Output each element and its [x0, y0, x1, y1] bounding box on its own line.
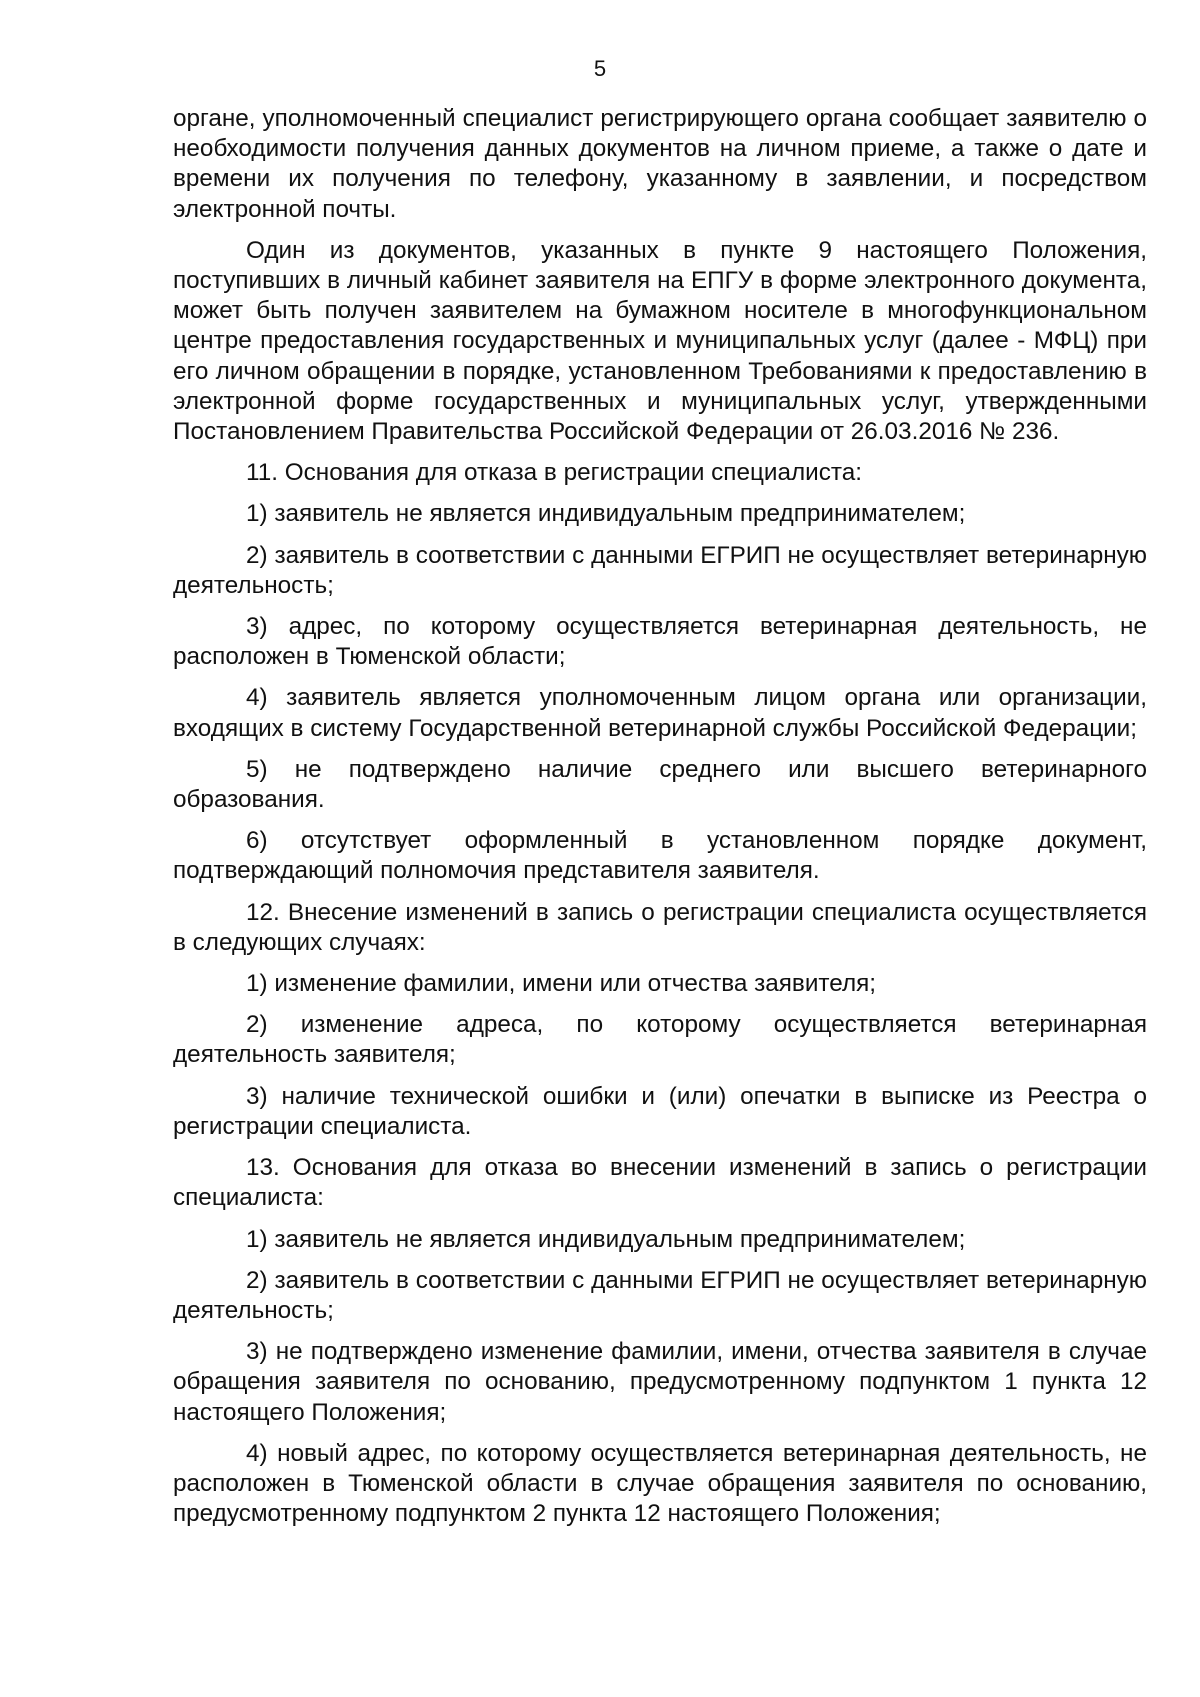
section-11-item-2: 2) заявитель в соответствии с данными ЕГРИП не осуществляет ветеринарную деятельность; — [173, 541, 1147, 599]
page-number: 5 — [593, 56, 607, 81]
document-body — [173, 104, 1147, 1540]
section-12-item-1: 1) изменение фамилии, имени или отчества заявителя; — [246, 970, 877, 998]
section-12-heading: 12. Внесение изменений в запись о регистрации специалиста осуществляется в следующих случаях: — [173, 898, 1147, 956]
section-11-item-1: 1) заявитель не является индивидуальным предпринимателем; — [246, 500, 966, 528]
section-11-heading: 11. Основания для отказа в регистрации специалиста: — [246, 459, 862, 487]
section-12-item-2: 2) изменение адреса, по которому осуществляется ветеринарная деятельность заявителя; — [173, 1011, 1147, 1069]
paragraph-epgu-documents: Один из документов, указанных в пункте 9 настоящего Положения, поступивших в личный кабинет заявителя на ЕПГУ в форме электронного документа, может быть получен заявителем на бумажном носителе в многофункциональном центре предоставления государственных и муниципальных услуг (далее - МФЦ) при его личном обращении в порядке, установленном Требованиями к предоставлению в электронной форме государственных и муниципальных услуг, утвержденными Постановлением Правительства Российской Федерации от 26.03.2016 № 236. — [173, 236, 1147, 446]
section-11-item-5: 5) не подтверждено наличие среднего или высшего ветеринарного образования. — [173, 755, 1147, 814]
section-13-item-4: 4) новый адрес, по которому осуществляется ветеринарная деятельность, не расположен в Тюменской области в случае обращения заявителя по основанию, предусмотренному подпунктом 2 пункта 12 настоящего Положения; — [173, 1439, 1147, 1528]
section-13-item-1: 1) заявитель не является индивидуальным предпринимателем; — [246, 1225, 966, 1253]
section-11-item-6: 6) отсутствует оформленный в установленном порядке документ, подтверждающий полномочия представителя заявителя. — [173, 827, 1147, 885]
section-12-item-3: 3) наличие технической ошибки и (или) опечатки в выписке из Реестра о регистрации специалиста. — [173, 1082, 1147, 1140]
section-13-item-2: 2) заявитель в соответствии с данными ЕГРИП не осуществляет ветеринарную деятельность; — [173, 1266, 1147, 1324]
section-11-item-4: 4) заявитель является уполномоченным лицом органа или организации, входящих в систему Государственной ветеринарной службы Российской Федерации; — [173, 684, 1147, 742]
paragraph-continuation: органе, уполномоченный специалист регистрирующего органа сообщает заявителю о необходимости получения данных документов на личном приеме, а также о дате и времени их получения по телефону, указанному в заявлении, и посредством электронной почты. — [173, 105, 1147, 223]
section-13-heading: 13. Основания для отказа во внесении изменений в запись о регистрации специалиста: — [173, 1154, 1147, 1212]
section-13-item-3: 3) не подтверждено изменение фамилии, имени, отчества заявителя в случае обращения заявителя по основанию, предусмотренному подпунктом 1 пункта 12 настоящего Положения; — [173, 1338, 1147, 1426]
section-11-item-3: 3) адрес, по которому осуществляется ветеринарная деятельность, не расположен в Тюменской области; — [173, 613, 1147, 671]
